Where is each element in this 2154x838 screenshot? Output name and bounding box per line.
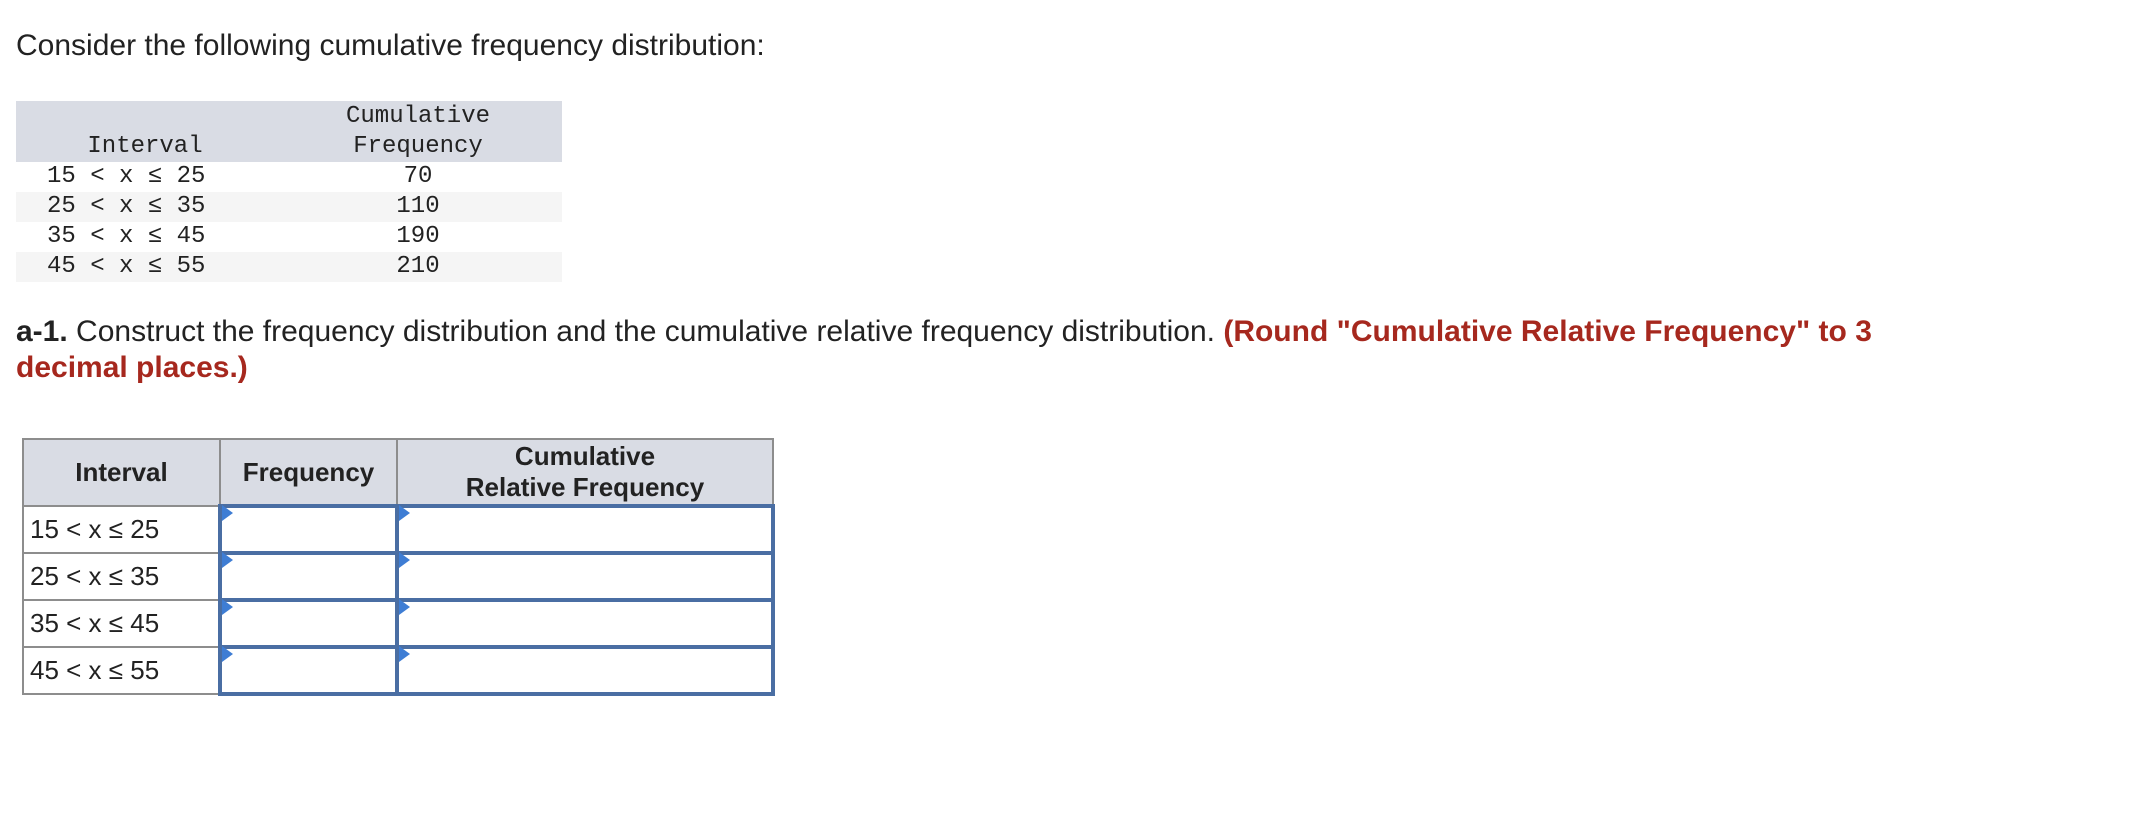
answer-interval-cell: 35 < x ≤ 45 [23, 600, 220, 647]
input-flag-icon [399, 505, 410, 521]
frequency-input-cell [220, 600, 397, 647]
answer-table-row [23, 553, 773, 600]
given-cumulative-frequency-table [16, 101, 562, 282]
answer-interval-cell: 25 < x ≤ 35 [23, 553, 220, 600]
rounding-hint: (Round "Cumulative Relative Frequency" to 3 decimal places.) [16, 315, 1872, 384]
input-flag-icon [399, 599, 410, 615]
given-cf-cell: 70 [403, 163, 433, 190]
frequency-input[interactable] [222, 555, 395, 598]
given-cf-cell: 210 [274, 252, 562, 282]
answer-table-row [23, 647, 773, 694]
question-number: a-1. [16, 315, 68, 348]
cumulative-relative-frequency-input[interactable] [399, 555, 771, 598]
input-flag-icon [222, 552, 233, 568]
question-text: Construct the frequency distribution and the cumulative relative frequency distribution. [67, 315, 1224, 348]
frequency-input-cell [220, 553, 397, 600]
frequency-input[interactable] [222, 649, 395, 692]
crf-input-cell [397, 647, 773, 694]
given-header-cf-line1: Cumulative [345, 103, 491, 130]
given-interval-cell: 25 < x ≤ 35 [16, 192, 274, 222]
intro-text: Consider the following cumulative frequency distribution: [16, 29, 765, 62]
question-a1 [16, 314, 1916, 386]
crf-input-cell [397, 506, 773, 553]
answer-table-header-row [23, 439, 773, 506]
answer-table-row [23, 600, 773, 647]
cumulative-relative-frequency-input[interactable] [399, 508, 771, 551]
crf-input-cell [397, 600, 773, 647]
input-flag-icon [222, 505, 233, 521]
answer-header-frequency [220, 439, 397, 506]
input-flag-icon [399, 552, 410, 568]
given-table-header-row [16, 101, 562, 162]
given-header-cumulative-frequency [274, 101, 562, 162]
crf-input-cell [397, 553, 773, 600]
input-flag-icon [222, 599, 233, 615]
given-table-row [16, 252, 562, 282]
answer-header-crf [397, 439, 773, 506]
frequency-input-cell [220, 506, 397, 553]
answer-header-interval [23, 439, 220, 506]
given-cf-cell: 110 [274, 192, 562, 222]
answer-table-row [23, 506, 773, 553]
answer-header-crf-line2: Relative Frequency [465, 472, 705, 502]
given-interval-cell: 35 < x ≤ 45 [47, 223, 206, 250]
frequency-input[interactable] [222, 602, 395, 645]
answer-header-crf-line1: Cumulative [514, 441, 656, 471]
given-table-row [16, 192, 562, 222]
answer-interval-cell: 45 < x ≤ 55 [23, 647, 220, 694]
given-header-interval-label: Interval [87, 133, 203, 160]
cumulative-relative-frequency-input[interactable] [399, 602, 771, 645]
given-table-row [16, 162, 562, 192]
answer-interval-cell: 15 < x ≤ 25 [23, 506, 220, 553]
given-header-interval [16, 101, 274, 162]
answer-header-frequency-label: Frequency [242, 456, 375, 487]
cumulative-relative-frequency-input[interactable] [399, 649, 771, 692]
given-interval-cell: 15 < x ≤ 25 [47, 163, 206, 190]
frequency-input[interactable] [222, 508, 395, 551]
answer-table [22, 438, 775, 696]
frequency-input-cell [220, 647, 397, 694]
input-flag-icon [399, 646, 410, 662]
input-flag-icon [222, 646, 233, 662]
given-cf-cell: 190 [396, 223, 440, 250]
given-table-row [16, 222, 562, 252]
answer-header-interval-label: Interval [75, 457, 168, 487]
given-interval-cell: 45 < x ≤ 55 [16, 252, 274, 282]
given-header-cf-line2: Frequency [353, 133, 483, 160]
